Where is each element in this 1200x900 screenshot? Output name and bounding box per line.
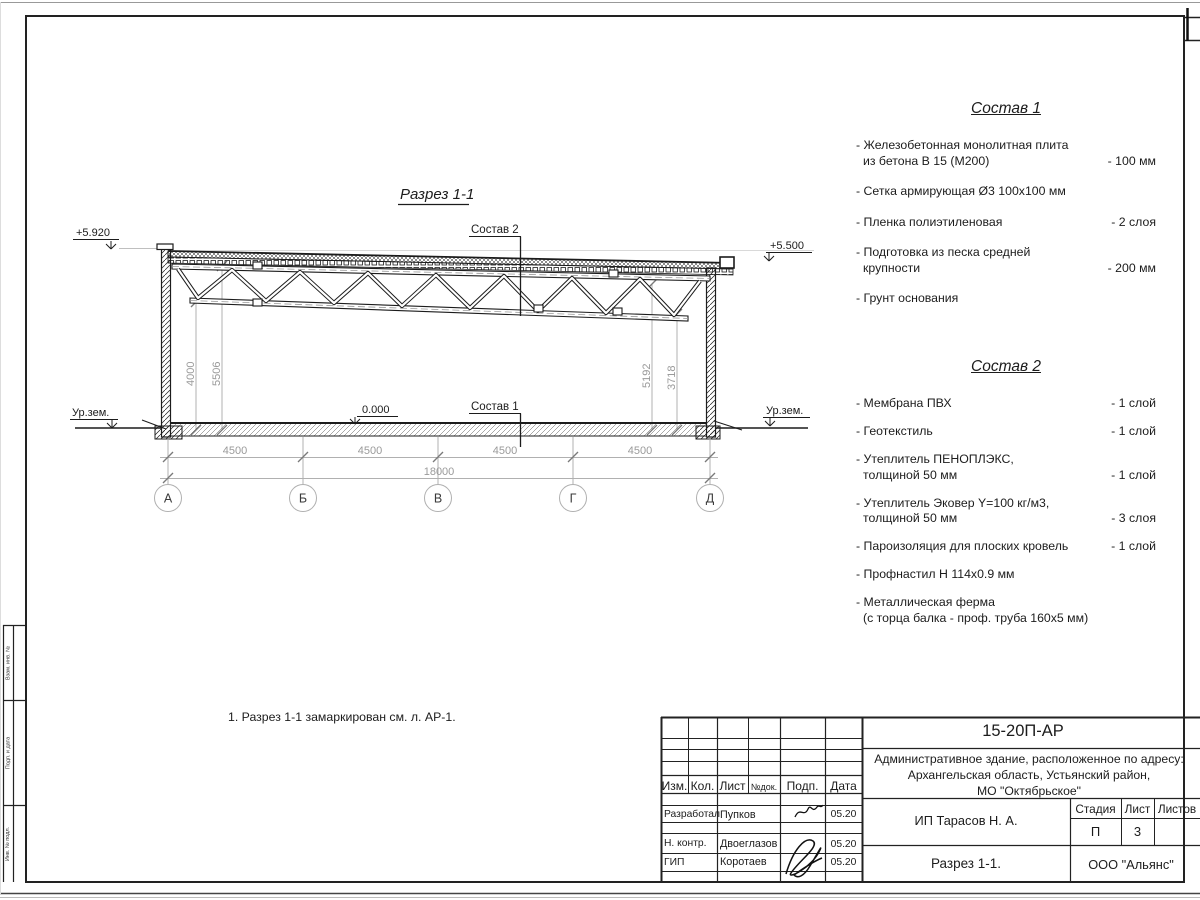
col-ndoc: №док. bbox=[750, 782, 778, 792]
project-line-2: Архангельская область, Устьянский район, bbox=[907, 768, 1151, 782]
company-name: ООО "Альянс" bbox=[1088, 857, 1174, 872]
axis-label-b: Б bbox=[298, 491, 308, 506]
wall-left-cap bbox=[157, 244, 173, 250]
item-text2: толщиной 50 мм bbox=[863, 511, 958, 525]
roof-edge-cap bbox=[720, 257, 734, 268]
item-value: - 1 слой bbox=[1111, 424, 1156, 438]
list-item bbox=[856, 452, 1156, 483]
row-gip-date: 05.20 bbox=[830, 857, 857, 868]
dim-span-4: 4500 bbox=[627, 445, 653, 457]
sheet-label: Лист bbox=[1124, 802, 1151, 816]
item-text2: из бетона В 15 (М200) bbox=[863, 153, 990, 168]
item-text: - Геотекстиль bbox=[856, 424, 933, 438]
row-developer-date: 05.20 bbox=[830, 809, 857, 820]
client-name: ИП Тарасов Н. А. bbox=[914, 813, 1018, 828]
item-value: - 1 слой bbox=[1111, 467, 1156, 482]
col-kol: Кол. bbox=[690, 779, 715, 793]
col-data: Дата bbox=[830, 779, 857, 793]
vdim-5192: 5192 bbox=[641, 363, 653, 388]
item-text2: (с торца балка - проф. труба 160х5 мм) bbox=[863, 610, 1089, 625]
item-text: - Сетка армирующая Ø3 100х100 мм bbox=[856, 184, 1066, 198]
list-item bbox=[856, 215, 1156, 231]
dim-span-2: 4500 bbox=[357, 445, 383, 457]
note-text: 1. Разрез 1-1 замаркирован см. л. АР-1. bbox=[228, 710, 456, 724]
item-text2: толщиной 50 мм bbox=[863, 467, 958, 482]
item-value: - 2 слоя bbox=[1111, 214, 1156, 229]
elevation-mark-left bbox=[73, 227, 119, 249]
item-text: - Утеплитель ПЕНОПЛЭКС, bbox=[856, 452, 1014, 466]
margin-label-inv: Инв. № подл. bbox=[5, 826, 11, 862]
sheet-title: Разрез 1-1. bbox=[930, 856, 1002, 871]
vertical-dim-texts bbox=[185, 362, 678, 390]
row-ncontrol-date: 05.20 bbox=[830, 839, 857, 850]
floor-slab bbox=[170, 423, 707, 436]
col-izm: Изм. bbox=[661, 779, 688, 793]
dimension-chains bbox=[160, 437, 718, 484]
margin-label-podp: Подп. и дата bbox=[5, 736, 11, 769]
ground-mark-left bbox=[70, 407, 118, 428]
dim-span-3: 4500 bbox=[492, 445, 518, 457]
list-item bbox=[856, 396, 1156, 412]
ground-right-label: Ур.зем. bbox=[766, 405, 804, 417]
dim-total: 18000 bbox=[423, 466, 455, 478]
col-list: Лист bbox=[719, 779, 746, 793]
col-podp: Подп. bbox=[786, 779, 819, 793]
sheet-number: 3 bbox=[1133, 824, 1142, 839]
signatures bbox=[786, 805, 823, 877]
margin-label-vzam: Взам. инв. № bbox=[5, 645, 11, 680]
stage-value: П bbox=[1090, 824, 1101, 839]
project-line-1: Административное здание, расположенное по адресу: bbox=[874, 752, 1184, 766]
item-text: - Утеплитель Эковер Y=100 кг/м3, bbox=[856, 495, 1050, 510]
item-text: - Грунт основания bbox=[856, 291, 959, 305]
section-title bbox=[398, 186, 474, 205]
item-text: - Железобетонная монолитная плита bbox=[856, 138, 1069, 152]
vdim-5506: 5506 bbox=[211, 361, 223, 386]
doc-number: 15-20П-АР bbox=[982, 722, 1064, 740]
sheets-label: Листов bbox=[1157, 802, 1197, 816]
item-value: - 1 слой bbox=[1111, 539, 1156, 553]
elevation-left-value: +5.920 bbox=[76, 227, 110, 239]
vdim-4000: 4000 bbox=[185, 361, 197, 386]
list-item bbox=[856, 138, 1156, 169]
leader-floor-label: Состав 1 bbox=[471, 401, 519, 413]
ground-mark-right bbox=[763, 405, 810, 426]
item-value: - 200 мм bbox=[1107, 260, 1156, 275]
item-text: - Подготовка из песка средней bbox=[856, 245, 1031, 259]
list-item bbox=[856, 184, 1156, 200]
list-item bbox=[856, 567, 1156, 583]
composition-2-title: Состав 2 bbox=[971, 358, 1041, 375]
item-value: - 100 мм bbox=[1107, 153, 1156, 168]
list-item bbox=[856, 245, 1156, 276]
row-gip-name: Коротаев bbox=[720, 856, 767, 868]
item-text: - Мембрана ПВХ bbox=[856, 396, 952, 410]
ground-left-label: Ур.зем. bbox=[72, 407, 110, 419]
composition-1-list bbox=[856, 100, 1156, 322]
stage-label: Стадия bbox=[1075, 802, 1116, 816]
composition-1-title: Состав 1 bbox=[971, 100, 1041, 117]
section-drawing bbox=[70, 186, 814, 512]
item-value: - 1 слой bbox=[1111, 396, 1156, 410]
leader-roof-label: Состав 2 bbox=[471, 224, 519, 236]
dim-span-1: 4500 bbox=[222, 445, 248, 457]
axis-label-d: Д bbox=[705, 491, 715, 506]
item-text: - Пленка полиэтиленовая bbox=[856, 214, 1003, 229]
list-item bbox=[856, 595, 1156, 626]
item-text2: крупности bbox=[863, 260, 921, 275]
composition-2-list bbox=[856, 358, 1156, 639]
section-title-text: Разрез 1-1 bbox=[400, 186, 475, 203]
vertical-dim-ticks bbox=[191, 261, 682, 435]
elevation-zero-value: 0.000 bbox=[362, 404, 390, 416]
axis-label-a: А bbox=[163, 491, 173, 506]
row-gip-role: ГИП bbox=[664, 857, 685, 868]
elevation-right-value: +5.500 bbox=[770, 240, 804, 252]
axis-label-g: Г bbox=[569, 491, 577, 506]
item-text: - Профнастил Н 114х0.9 мм bbox=[856, 567, 1015, 581]
row-developer-name: Пупков bbox=[720, 809, 756, 821]
elevation-mark-zero bbox=[350, 404, 398, 424]
wall-right bbox=[707, 268, 716, 437]
vdim-3718: 3718 bbox=[666, 365, 678, 390]
item-text: - Пароизоляция для плоских кровель bbox=[856, 539, 1069, 553]
item-value: - 3 слоя bbox=[1111, 511, 1156, 525]
list-item bbox=[856, 424, 1156, 440]
signature-developer bbox=[795, 805, 823, 817]
row-developer-role: Разработал bbox=[664, 809, 721, 820]
list-item bbox=[856, 291, 1156, 307]
axis-label-v: В bbox=[433, 491, 443, 506]
row-ncontrol-name: Двоеглазов bbox=[720, 838, 778, 850]
project-name bbox=[864, 751, 1194, 799]
vertical-dim-lines bbox=[196, 266, 677, 430]
item-text: - Металлическая ферма bbox=[856, 595, 995, 609]
project-line-3: МО "Октябрьское" bbox=[976, 784, 1082, 798]
wall-left bbox=[162, 247, 171, 437]
list-item bbox=[856, 496, 1156, 527]
axis-bubbles bbox=[155, 485, 724, 512]
list-item bbox=[856, 539, 1156, 555]
row-ncontrol-role: Н. контр. bbox=[664, 838, 707, 849]
